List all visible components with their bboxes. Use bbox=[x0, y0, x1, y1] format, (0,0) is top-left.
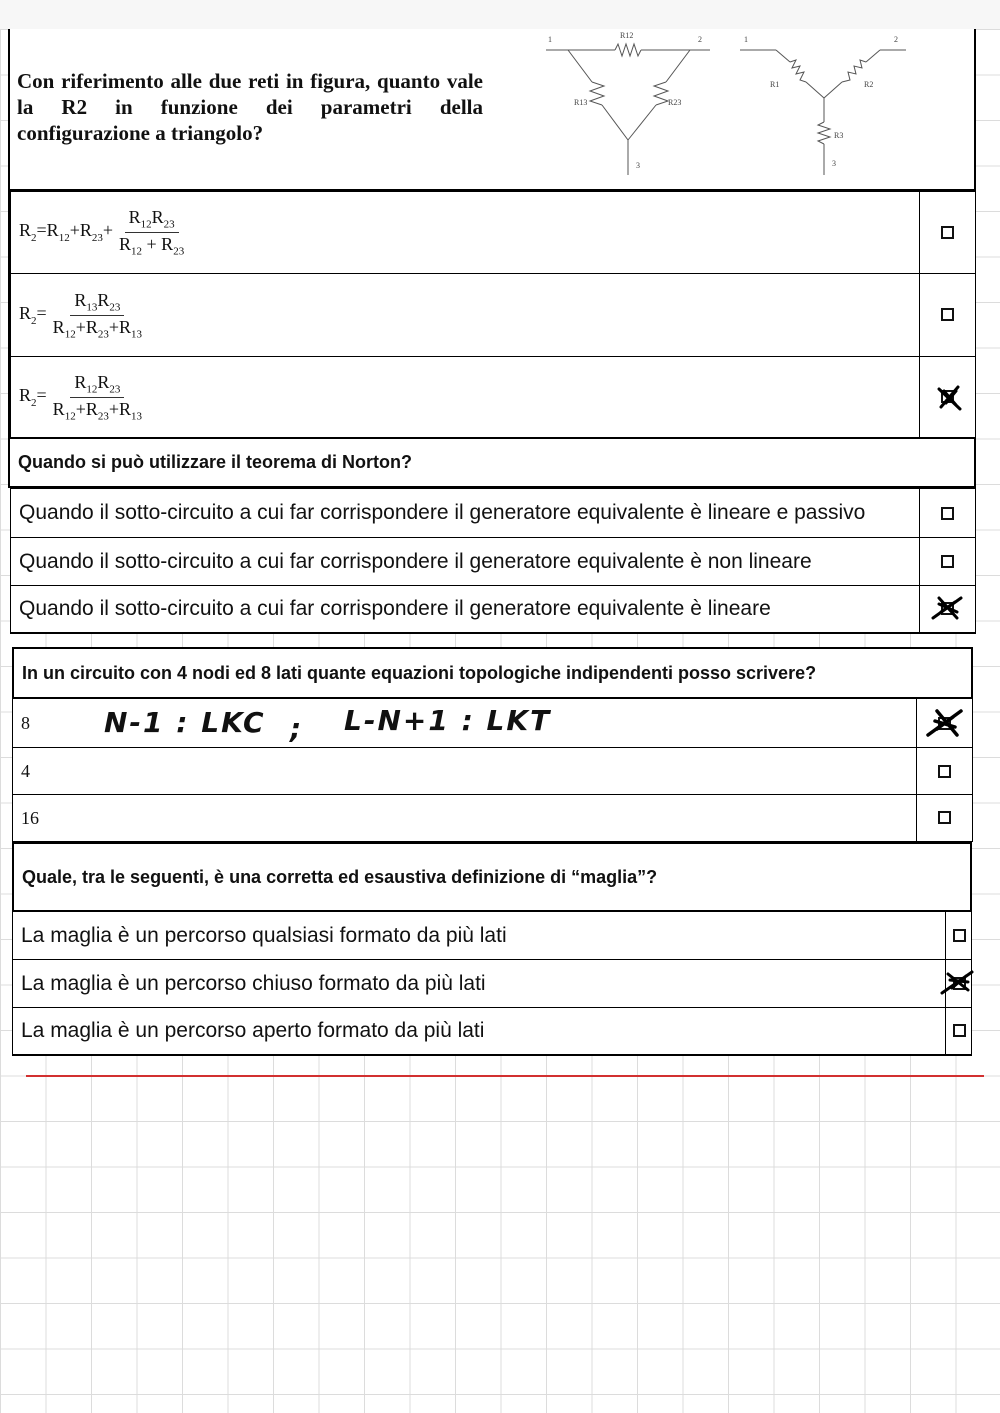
q4-option-2-check-mark-icon bbox=[940, 968, 974, 996]
q2-option-1-checkbox[interactable] bbox=[941, 507, 954, 520]
q4-question: Quale, tra le seguenti, è una corretta ed esaustiva definizione di “maglia”? bbox=[12, 842, 972, 912]
delta-node2-label: 2 bbox=[698, 35, 702, 44]
q2-option-2-label: Quando il sotto-circuito a cui far corrispondere il generatore equivalente è non lineare bbox=[19, 549, 812, 573]
star-r3-label: R3 bbox=[834, 131, 844, 140]
top-margin bbox=[0, 0, 1000, 29]
q3-option-1-label: 8 bbox=[21, 712, 30, 733]
q1-option-2-cell bbox=[919, 273, 976, 357]
q1-option-1-checkbox[interactable] bbox=[941, 226, 954, 239]
q2-option-3-cell bbox=[919, 585, 976, 634]
q4-option-3 bbox=[12, 1007, 946, 1056]
q2-option-2-cell bbox=[919, 537, 976, 586]
q4-option-1-checkbox[interactable] bbox=[953, 929, 966, 942]
red-separator-line bbox=[26, 1075, 984, 1077]
q3-question: In un circuito con 4 nodi ed 8 lati quante equazioni topologiche indipendenti posso scrivere? bbox=[12, 647, 973, 699]
delta-r23-label: R23 bbox=[668, 98, 682, 107]
q2-option-1 bbox=[10, 488, 920, 538]
q1-option-3 bbox=[10, 356, 920, 438]
q1-question: Con riferimento alle due reti in figura, quanto vale la R2 in funzione dei parametri della configurazione a triangolo? bbox=[17, 69, 483, 145]
q1-option-1-cell bbox=[919, 191, 976, 274]
q1-option-3-formula: $R_2=$ $\frac{R_{12}R_{23}}{R_{12}+R_{23}+R_{13}}$ bbox=[19, 371, 143, 423]
q2-option-2 bbox=[10, 537, 920, 586]
q3-option-1-check-mark-icon bbox=[925, 707, 965, 739]
q3-option-2-label: 4 bbox=[21, 760, 30, 781]
q4-option-3-label: La maglia è un percorso aperto formato da più lati bbox=[21, 1019, 485, 1042]
delta-node1-label: 1 bbox=[548, 35, 552, 44]
q1-option-1-formula: $R_2=R_{12}+R_{23}+$ $\frac{R_{12}R_{23}}{R_{12} + R_{23}}$ bbox=[19, 207, 185, 258]
q1-option-3-cell bbox=[919, 356, 976, 438]
q2-question: Quando si può utilizzare il teorema di Norton? bbox=[8, 437, 976, 488]
q2-option-1-cell bbox=[919, 488, 976, 538]
q1-option-2-checkbox[interactable] bbox=[941, 308, 954, 321]
q3-option-2 bbox=[12, 747, 917, 795]
q4-option-1 bbox=[12, 911, 946, 960]
delta-r13-label: R13 bbox=[574, 98, 588, 107]
star-r2-label: R2 bbox=[864, 80, 874, 89]
delta-r12-label: R12 bbox=[620, 31, 634, 40]
star-node3-label: 3 bbox=[832, 159, 836, 168]
q1-option-1 bbox=[10, 191, 920, 274]
q3-option-3 bbox=[12, 794, 917, 842]
q3-option-1-cell bbox=[916, 698, 973, 748]
handwritten-note-part1: N-1 : LKC bbox=[104, 706, 266, 739]
star-node2-label: 2 bbox=[894, 35, 898, 44]
q3-option-3-checkbox[interactable] bbox=[938, 811, 951, 824]
q3-option-2-checkbox[interactable] bbox=[938, 765, 951, 778]
delta-network bbox=[546, 44, 710, 175]
q2-option-1-label: Quando il sotto-circuito a cui far corrispondere il generatore equivalente è lineare e passivo bbox=[19, 501, 866, 524]
q3-option-2-cell bbox=[916, 747, 973, 795]
q4-option-1-label: La maglia è un percorso qualsiasi formato da più lati bbox=[21, 923, 507, 947]
q3-option-3-cell bbox=[916, 794, 973, 842]
delta-node3-label: 3 bbox=[636, 161, 640, 170]
q4-option-1-cell bbox=[945, 911, 972, 960]
q2-option-3 bbox=[10, 585, 920, 634]
q4-option-2 bbox=[12, 959, 946, 1008]
q4-option-3-checkbox[interactable] bbox=[953, 1024, 966, 1037]
q1-option-3-check-mark-icon bbox=[936, 383, 964, 411]
star-network bbox=[740, 50, 906, 175]
q2-option-2-checkbox[interactable] bbox=[941, 555, 954, 568]
handwritten-note-part2: L-N+1 : LKT bbox=[344, 704, 552, 737]
circuit-figure bbox=[540, 30, 920, 180]
q1-option-2 bbox=[10, 273, 920, 357]
q3-option-3-label: 16 bbox=[21, 807, 39, 828]
star-node1-label: 1 bbox=[744, 35, 748, 44]
q2-option-3-label: Quando il sotto-circuito a cui far corrispondere il generatore equivalente è lineare bbox=[19, 597, 771, 620]
q1-option-2-formula: $R_2=$ $\frac{R_{13}R_{23}}{R_{12}+R_{23}+R_{13}}$ bbox=[19, 289, 143, 341]
q2-option-3-check-mark-icon bbox=[931, 594, 965, 622]
q4-option-2-label: La maglia è un percorso chiuso formato da più lati bbox=[21, 971, 486, 995]
q4-option-3-cell bbox=[945, 1007, 972, 1056]
handwritten-note-separator: ; bbox=[290, 712, 304, 745]
star-r1-label: R1 bbox=[770, 80, 780, 89]
